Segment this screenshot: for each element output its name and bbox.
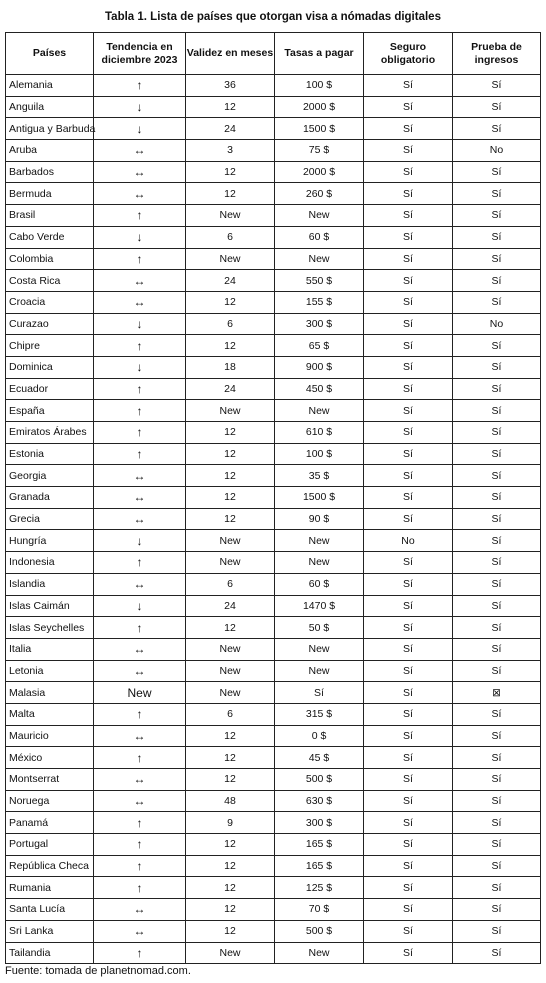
validity-cell: 24 [186,270,275,292]
income-proof-cell: Sí [453,595,541,617]
insurance-cell: Sí [364,378,453,400]
trend-cell: ↑ [94,248,186,270]
table-row [6,508,541,530]
validity-cell: 12 [186,920,275,942]
validity-cell: 12 [186,508,275,530]
table-row [6,790,541,812]
table-row [6,161,541,183]
trend-cell: ↑ [94,400,186,422]
country-cell: Chipre [6,335,94,357]
validity-cell: 12 [186,291,275,313]
table-row [6,638,541,660]
trend-cell: ↔ [94,270,186,292]
validity-cell: New [186,205,275,227]
validity-cell: 12 [186,769,275,791]
validity-cell: 12 [186,422,275,444]
income-proof-cell: No [453,313,541,335]
income-proof-cell: Sí [453,942,541,964]
income-proof-cell: Sí [453,899,541,921]
country-cell: República Checa [6,855,94,877]
trend-cell: ↑ [94,335,186,357]
country-cell: Malasia [6,682,94,704]
fee-cell: 155 $ [275,291,364,313]
table-row [6,552,541,574]
column-header-prueba: Prueba de ingresos [453,33,541,75]
insurance-cell: Sí [364,465,453,487]
trend-cell: ↑ [94,703,186,725]
insurance-cell: Sí [364,183,453,205]
insurance-cell: Sí [364,617,453,639]
table-row [6,725,541,747]
validity-cell: 12 [186,335,275,357]
country-cell: Antigua y Barbuda [6,118,94,140]
insurance-cell: Sí [364,508,453,530]
trend-cell: ↔ [94,638,186,660]
table-row [6,291,541,313]
country-cell: México [6,747,94,769]
validity-cell: 12 [186,183,275,205]
insurance-cell: Sí [364,270,453,292]
country-cell: Cabo Verde [6,226,94,248]
income-proof-cell: Sí [453,725,541,747]
table-row [6,75,541,97]
trend-cell: ↑ [94,422,186,444]
insurance-cell: Sí [364,899,453,921]
validity-cell: New [186,660,275,682]
trend-cell: ↓ [94,356,186,378]
fee-cell: 90 $ [275,508,364,530]
insurance-cell: Sí [364,573,453,595]
trend-cell: ↑ [94,942,186,964]
trend-cell: ↔ [94,769,186,791]
validity-cell: 18 [186,356,275,378]
trend-cell: ↔ [94,161,186,183]
insurance-cell: Sí [364,291,453,313]
table-row [6,617,541,639]
trend-cell: ↓ [94,226,186,248]
insurance-cell: No [364,530,453,552]
fee-cell: 450 $ [275,378,364,400]
insurance-cell: Sí [364,75,453,97]
column-header-validez: Validez en meses [186,33,275,75]
income-proof-cell: Sí [453,205,541,227]
table-row [6,118,541,140]
validity-cell: 6 [186,573,275,595]
income-proof-cell: Sí [453,877,541,899]
insurance-cell: Sí [364,443,453,465]
fee-cell: New [275,660,364,682]
country-cell: Brasil [6,205,94,227]
trend-cell: ↔ [94,140,186,162]
trend-cell: ↔ [94,183,186,205]
table-row [6,378,541,400]
trend-cell: ↑ [94,877,186,899]
trend-cell: ↓ [94,595,186,617]
income-proof-cell: Sí [453,573,541,595]
insurance-cell: Sí [364,118,453,140]
validity-cell: 6 [186,703,275,725]
validity-cell: 12 [186,834,275,856]
trend-cell: ↔ [94,899,186,921]
income-proof-cell: Sí [453,118,541,140]
income-proof-cell: Sí [453,270,541,292]
income-proof-cell: Sí [453,465,541,487]
table-row [6,313,541,335]
insurance-cell: Sí [364,140,453,162]
insurance-cell: Sí [364,422,453,444]
insurance-cell: Sí [364,400,453,422]
insurance-cell: Sí [364,552,453,574]
income-proof-cell: Sí [453,703,541,725]
trend-cell: ↑ [94,617,186,639]
income-proof-cell: Sí [453,747,541,769]
country-cell: Curazao [6,313,94,335]
validity-cell: 12 [186,96,275,118]
trend-cell: ↔ [94,291,186,313]
insurance-cell: Sí [364,313,453,335]
country-cell: Islandia [6,573,94,595]
trend-cell: ↓ [94,118,186,140]
income-proof-cell: Sí [453,508,541,530]
table-row [6,183,541,205]
table-row [6,422,541,444]
fee-cell: 65 $ [275,335,364,357]
income-proof-cell: Sí [453,356,541,378]
column-header-seguro: Seguro obligatorio [364,33,453,75]
country-cell: Bermuda [6,183,94,205]
fee-cell: Sí [275,682,364,704]
trend-cell: ↔ [94,920,186,942]
fee-cell: New [275,552,364,574]
fee-cell: 500 $ [275,769,364,791]
insurance-cell: Sí [364,920,453,942]
table-row [6,487,541,509]
table-row [6,205,541,227]
validity-cell: 36 [186,75,275,97]
insurance-cell: Sí [364,335,453,357]
country-cell: Islas Seychelles [6,617,94,639]
validity-cell: 12 [186,725,275,747]
income-proof-cell: Sí [453,422,541,444]
income-proof-cell: Sí [453,769,541,791]
validity-cell: 12 [186,443,275,465]
country-cell: Alemania [6,75,94,97]
table-row [6,573,541,595]
table-row [6,400,541,422]
country-cell: Letonia [6,660,94,682]
validity-cell: New [186,552,275,574]
validity-cell: 6 [186,226,275,248]
fee-cell: 900 $ [275,356,364,378]
validity-cell: 12 [186,855,275,877]
table-row [6,335,541,357]
income-proof-cell: Sí [453,920,541,942]
income-proof-cell: Sí [453,530,541,552]
income-proof-cell: Sí [453,855,541,877]
country-cell: España [6,400,94,422]
table-row [6,248,541,270]
insurance-cell: Sí [364,96,453,118]
fee-cell: 100 $ [275,75,364,97]
fee-cell: 0 $ [275,725,364,747]
income-proof-cell: Sí [453,378,541,400]
insurance-cell: Sí [364,942,453,964]
table-title: Tabla 1. Lista de países que otorgan visa a nómadas digitales [105,11,441,23]
table-row [6,270,541,292]
fee-cell: 315 $ [275,703,364,725]
table-row [6,769,541,791]
income-proof-cell: Sí [453,400,541,422]
visa-table [5,32,541,964]
insurance-cell: Sí [364,356,453,378]
trend-cell: ↓ [94,96,186,118]
insurance-cell: Sí [364,226,453,248]
country-cell: Rumania [6,877,94,899]
validity-cell: New [186,530,275,552]
trend-cell: ↔ [94,487,186,509]
income-proof-cell: No [453,140,541,162]
fee-cell: 260 $ [275,183,364,205]
validity-cell: 24 [186,118,275,140]
insurance-cell: Sí [364,595,453,617]
fee-cell: 60 $ [275,226,364,248]
validity-cell: 12 [186,161,275,183]
income-proof-cell: Sí [453,552,541,574]
insurance-cell: Sí [364,703,453,725]
country-cell: Santa Lucía [6,899,94,921]
validity-cell: 3 [186,140,275,162]
fee-cell: 1470 $ [275,595,364,617]
country-cell: Dominica [6,356,94,378]
table-row [6,96,541,118]
fee-cell: 300 $ [275,313,364,335]
trend-cell: ↔ [94,790,186,812]
fee-cell: 165 $ [275,834,364,856]
validity-cell: New [186,248,275,270]
insurance-cell: Sí [364,660,453,682]
income-proof-cell: Sí [453,660,541,682]
table-row [6,877,541,899]
table-row [6,465,541,487]
validity-cell: 12 [186,487,275,509]
trend-cell: ↔ [94,465,186,487]
table-row [6,140,541,162]
trend-cell: ↔ [94,508,186,530]
country-cell: Aruba [6,140,94,162]
insurance-cell: Sí [364,205,453,227]
country-cell: Grecia [6,508,94,530]
income-proof-cell: Sí [453,638,541,660]
insurance-cell: Sí [364,161,453,183]
country-cell: Croacia [6,291,94,313]
income-proof-cell: Sí [453,812,541,834]
country-cell: Emiratos Árabes [6,422,94,444]
country-cell: Panamá [6,812,94,834]
insurance-cell: Sí [364,834,453,856]
fee-cell: 35 $ [275,465,364,487]
table-row [6,595,541,617]
insurance-cell: Sí [364,248,453,270]
insurance-cell: Sí [364,790,453,812]
column-header-tasas: Tasas a pagar [275,33,364,75]
country-cell: Costa Rica [6,270,94,292]
insurance-cell: Sí [364,638,453,660]
insurance-cell: Sí [364,487,453,509]
trend-cell: ↔ [94,660,186,682]
table-row [6,899,541,921]
validity-cell: 12 [186,877,275,899]
fee-cell: 300 $ [275,812,364,834]
fee-cell: 2000 $ [275,96,364,118]
income-proof-cell: Sí [453,790,541,812]
validity-cell: 12 [186,747,275,769]
fee-cell: 45 $ [275,747,364,769]
trend-cell: ↓ [94,313,186,335]
country-cell: Anguila [6,96,94,118]
validity-cell: 9 [186,812,275,834]
fee-cell: 1500 $ [275,487,364,509]
trend-cell: ↑ [94,812,186,834]
insurance-cell: Sí [364,682,453,704]
table-row [6,812,541,834]
column-header-paises: Países [6,33,94,75]
table-row [6,530,541,552]
income-proof-cell: Sí [453,183,541,205]
country-cell: Sri Lanka [6,920,94,942]
trend-cell: ↑ [94,75,186,97]
fee-cell: 1500 $ [275,118,364,140]
insurance-cell: Sí [364,769,453,791]
table-row [6,703,541,725]
validity-cell: 6 [186,313,275,335]
country-cell: Montserrat [6,769,94,791]
trend-cell: ↑ [94,443,186,465]
country-cell: Malta [6,703,94,725]
fee-cell: 500 $ [275,920,364,942]
country-cell: Indonesia [6,552,94,574]
trend-cell: ↑ [94,855,186,877]
country-cell: Noruega [6,790,94,812]
fee-cell: New [275,248,364,270]
fee-cell: 630 $ [275,790,364,812]
country-cell: Italia [6,638,94,660]
fee-cell: 165 $ [275,855,364,877]
validity-cell: 48 [186,790,275,812]
trend-cell: ↑ [94,552,186,574]
income-proof-cell: Sí [453,443,541,465]
country-cell: Estonia [6,443,94,465]
validity-cell: 24 [186,595,275,617]
insurance-cell: Sí [364,855,453,877]
validity-cell: New [186,942,275,964]
fee-cell: 610 $ [275,422,364,444]
fee-cell: 60 $ [275,573,364,595]
validity-cell: 24 [186,378,275,400]
table-row [6,920,541,942]
fee-cell: 100 $ [275,443,364,465]
table-row [6,226,541,248]
income-proof-cell: Sí [453,335,541,357]
income-proof-cell: Sí [453,226,541,248]
trend-cell: ↑ [94,378,186,400]
table-header-row [6,33,541,75]
country-cell: Ecuador [6,378,94,400]
table-row [6,356,541,378]
income-proof-cell: Sí [453,617,541,639]
table-row [6,660,541,682]
country-cell: Mauricio [6,725,94,747]
validity-cell: New [186,400,275,422]
insurance-cell: Sí [364,725,453,747]
country-cell: Granada [6,487,94,509]
trend-cell: ↑ [94,747,186,769]
country-cell: Georgia [6,465,94,487]
income-proof-cell: Sí [453,248,541,270]
fee-cell: New [275,638,364,660]
trend-cell: ↓ [94,530,186,552]
income-proof-cell: Sí [453,834,541,856]
income-proof-cell: Sí [453,161,541,183]
table-row [6,855,541,877]
income-proof-cell: Sí [453,291,541,313]
fee-cell: 2000 $ [275,161,364,183]
country-cell: Tailandia [6,942,94,964]
country-cell: Barbados [6,161,94,183]
fee-cell: New [275,530,364,552]
income-proof-cell: Sí [453,487,541,509]
validity-cell: 12 [186,465,275,487]
table-row [6,942,541,964]
fee-cell: 550 $ [275,270,364,292]
insurance-cell: Sí [364,812,453,834]
fee-cell: 50 $ [275,617,364,639]
country-cell: Islas Caimán [6,595,94,617]
fee-cell: 125 $ [275,877,364,899]
fee-cell: New [275,942,364,964]
country-cell: Hungría [6,530,94,552]
trend-cell: New [94,682,186,704]
fee-cell: New [275,205,364,227]
source-footnote: Fuente: tomada de planetnomad.com. [5,965,191,977]
trend-cell: ↔ [94,725,186,747]
country-cell: Colombia [6,248,94,270]
validity-cell: 12 [186,617,275,639]
income-proof-cell: Sí [453,75,541,97]
insurance-cell: Sí [364,877,453,899]
country-cell: Portugal [6,834,94,856]
income-proof-cell: Sí [453,96,541,118]
table-body [6,75,541,964]
trend-cell: ↑ [94,834,186,856]
fee-cell: 70 $ [275,899,364,921]
insurance-cell: Sí [364,747,453,769]
fee-cell: 75 $ [275,140,364,162]
trend-cell: ↔ [94,573,186,595]
table-row [6,747,541,769]
fee-cell: New [275,400,364,422]
validity-cell: New [186,682,275,704]
validity-cell: 12 [186,899,275,921]
trend-cell: ↑ [94,205,186,227]
income-proof-cell: ⊠ [453,682,541,704]
column-header-tendencia: Tendencia en diciembre 2023 [94,33,186,75]
table-row [6,682,541,704]
table-row [6,834,541,856]
table-row [6,443,541,465]
validity-cell: New [186,638,275,660]
